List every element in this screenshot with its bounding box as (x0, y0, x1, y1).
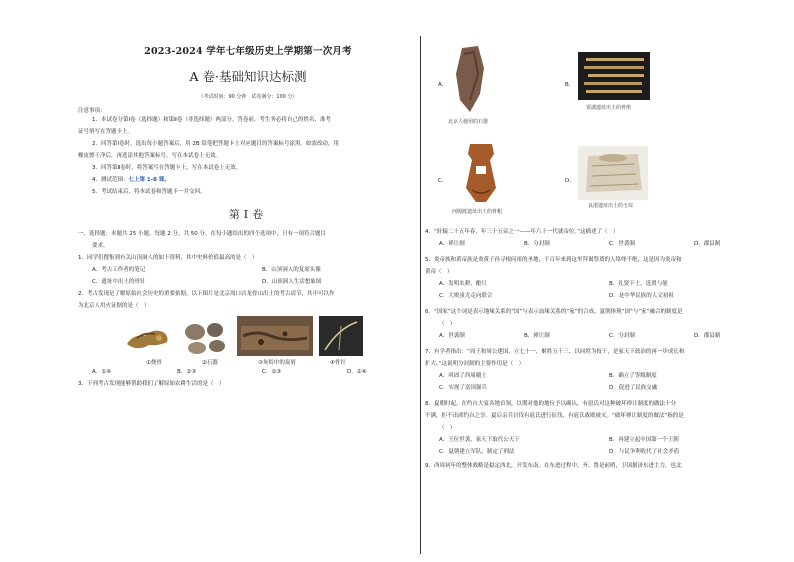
exam-title: 2023-2024 学年七年级历史上学期第一次月考 (144, 46, 352, 57)
option-b: B．礼贤下士，选贤与能 (609, 281, 668, 287)
option-d: D．山顶洞人生活想象图 (262, 279, 322, 285)
notice-item: 1．本试卷分第Ⅰ卷（选择题）和第Ⅱ卷（非选择题）两部分。答卷前，考生务必将自己的姓名、准考 (92, 117, 331, 123)
q3-option-d-label: D． (565, 178, 575, 184)
notice-item: 证号填写在答题卡上。 (78, 129, 134, 135)
option-d: D．②④ (347, 369, 367, 375)
options-row (78, 276, 418, 288)
option-c: C．实现了富国强兵 (439, 385, 487, 391)
option-a: A．世袭制 (439, 333, 465, 339)
question-stem: 4．“轩辕二十五年春，年三十五帝之一——年六十一代就帝位。”这描述了（ ） (425, 229, 619, 235)
section-intro: 一、选择题：本题共 25 小题，每题 2 分，共 50 分。在每小题给出的四个选项中，只有一项符合题目 (78, 231, 326, 237)
caption: ③灰烬中的炭屑 (258, 360, 296, 366)
question-stem-cont: 为北京人用火证据的是（ ） (78, 303, 150, 309)
q3-caption-d: 良渚遗址出土的玉琮 (588, 203, 634, 209)
option-d: D．郡县制 (694, 333, 721, 339)
question-stem: 8．夏朝时起，在约台大宴各地首领，以期对他的地位予以确认，有扈氏对这种破坏禅让制度的做法十分 (425, 401, 677, 407)
option-b: B．②③ (177, 369, 197, 375)
q3-caption-b: 贾湖遗址出土的骨笛 (586, 105, 632, 111)
q3-caption-a: 北京人使用的石器 (448, 119, 489, 125)
section-intro: 要求。 (92, 243, 109, 249)
option-d: D．是中华民族的人文初祖 (609, 293, 674, 299)
question-stem: 3．下列考古发现能够帮助我们了解原始农耕生活的是（ ） (78, 381, 225, 387)
column-divider (420, 36, 421, 554)
question-stem: 1．同学们搜集到有关山顶洞人的如下资料，其中史料价值最高的是（ ） (78, 255, 258, 261)
question-stem: 6．“国家”这个词是表示地缘关系的“国”与表示血缘关系的“家”的合成，夏朝体现“国”与“家”融合的制度是 (425, 309, 683, 315)
option-c: C．夏朝建立军队，制定了刑法 (439, 449, 515, 455)
option-b: B．再建立起中国第一个王朝 (609, 437, 679, 443)
option-a: A．①④ (92, 369, 112, 375)
test-range: 七上第 1-8 课。 (128, 177, 170, 183)
question-stem-cont: （ ） (439, 321, 456, 327)
q3-option-a-label: A． (438, 82, 448, 88)
option-a: A．王位世袭，家天下取代公天下 (439, 437, 520, 443)
question-stem-cont: （ ） (439, 425, 456, 431)
caption: ①烧骨 (146, 360, 162, 366)
options-row (425, 382, 765, 394)
notice-item: 5．考试结束后，将本试卷和答题卡一并交回。 (92, 189, 206, 195)
option-d: D．与民争利收代了社会矛盾 (609, 449, 680, 455)
options-row (425, 434, 765, 446)
option-a: A．禅让制 (439, 241, 465, 247)
exam-meta: （考试时间：90 分钟 试卷满分：100 分） (198, 94, 298, 100)
question-stem-cont: 黄帝（ ） (425, 269, 453, 275)
option-b: B．山顶洞人的复原头像 (262, 267, 321, 273)
notice-item: 橡皮擦干净后，再选涂其他答案标号。写在本试卷上无效。 (78, 153, 222, 159)
caption: ④骨针 (330, 360, 346, 366)
bone-spade-image (456, 140, 506, 204)
option-b: B．确立了等级制度 (609, 373, 657, 379)
option-c: C．①③ (262, 369, 282, 375)
q3-option-c-label: C． (438, 178, 448, 184)
option-c: C．分封制 (609, 333, 635, 339)
question-stem: 5．炎帝族和黄帝族是炎黄子孙寻根问祖的圣地，千百年来到这里拜谒祭奠的人络绎不绝，这是因为炎帝和 (425, 257, 682, 263)
option-a: A．发明农耕，酿只 (439, 281, 487, 287)
question-stem: 2．考古发现是了解原始社会历史的重要依据。以下图片是北京周口店龙骨山出土的考古请节，其中可以作 (78, 291, 335, 297)
right-column (425, 226, 765, 472)
option-a: A．考古工作者的笔记 (92, 267, 146, 273)
options-row (425, 370, 765, 382)
question-stem-cont: 扩大。”这说明分封制的主要作用是（ ） (425, 361, 525, 367)
option-b: B．禅让制 (524, 333, 550, 339)
left-column (78, 40, 418, 390)
q3-option-b-label: B． (565, 82, 575, 88)
notice-item-range: 4．测试范围：七上第 1-8 课。 (92, 177, 170, 183)
jade-cong-image (578, 146, 648, 200)
q2-images (123, 316, 418, 356)
options-row (425, 278, 765, 290)
options-row (78, 264, 418, 276)
bone-needle-image (319, 316, 363, 356)
q3-caption-c: 河姆渡遗址出土的骨耜 (452, 209, 503, 215)
options-row (78, 366, 418, 378)
notice-item: 2．回答第Ⅰ卷时，选出每小题答案后，用 2B 铅笔把答题卡上对应题目的答案标号涂黑。如需改动，用 (92, 141, 339, 147)
options-row (425, 330, 765, 342)
option-d: D．郡县制 (694, 241, 721, 247)
option-c: C．大败蚩尤走向联合 (439, 293, 493, 299)
options-row (425, 238, 765, 250)
bone-flute-image (578, 52, 650, 100)
question-stem: 9．西周初年的整体战略是稳定西北，开发东南。在东进过程中，齐、鲁是前哨，卫国据济东进主力，也北 (425, 463, 682, 469)
notice-item: 3．回答第Ⅱ卷时，将答案写在答题卡上。写在本试卷上无效。 (92, 165, 242, 171)
section-title: 第Ⅰ卷 (228, 208, 268, 221)
q2-captions (146, 358, 418, 366)
option-d: D．促进了民族交融 (609, 385, 658, 391)
charcoal-ash-image (237, 316, 313, 356)
stone-tool-image (452, 44, 488, 114)
option-c: C．世袭制 (609, 241, 635, 247)
exam-subtitle: A 卷·基础知识达标测 (189, 69, 307, 84)
option-c: C．遗址中出土的骨针 (92, 279, 146, 285)
caption: ②石器 (202, 360, 218, 366)
question-stem-cont: 不满，拒不出席约台之享。夏启亲兵讨伐有扈氏进行征伐，有扈氏战败被灭。“破坏禅让制度的做法”指的是 (425, 413, 684, 419)
notice-heading: 注意事项： (78, 108, 106, 114)
options-row (425, 290, 765, 302)
option-b: B．分封制 (524, 241, 550, 247)
options-row (425, 446, 765, 458)
option-a: A．巩固了西周疆土 (439, 373, 487, 379)
question-stem: 7．有学者指出：“周王和周公建国，立七十一，姬姓五十三，以同姓为枝干，是家天下政治的再一步成长和 (425, 349, 685, 355)
stone-tools-image (179, 316, 231, 356)
burnt-bone-image (123, 316, 173, 356)
